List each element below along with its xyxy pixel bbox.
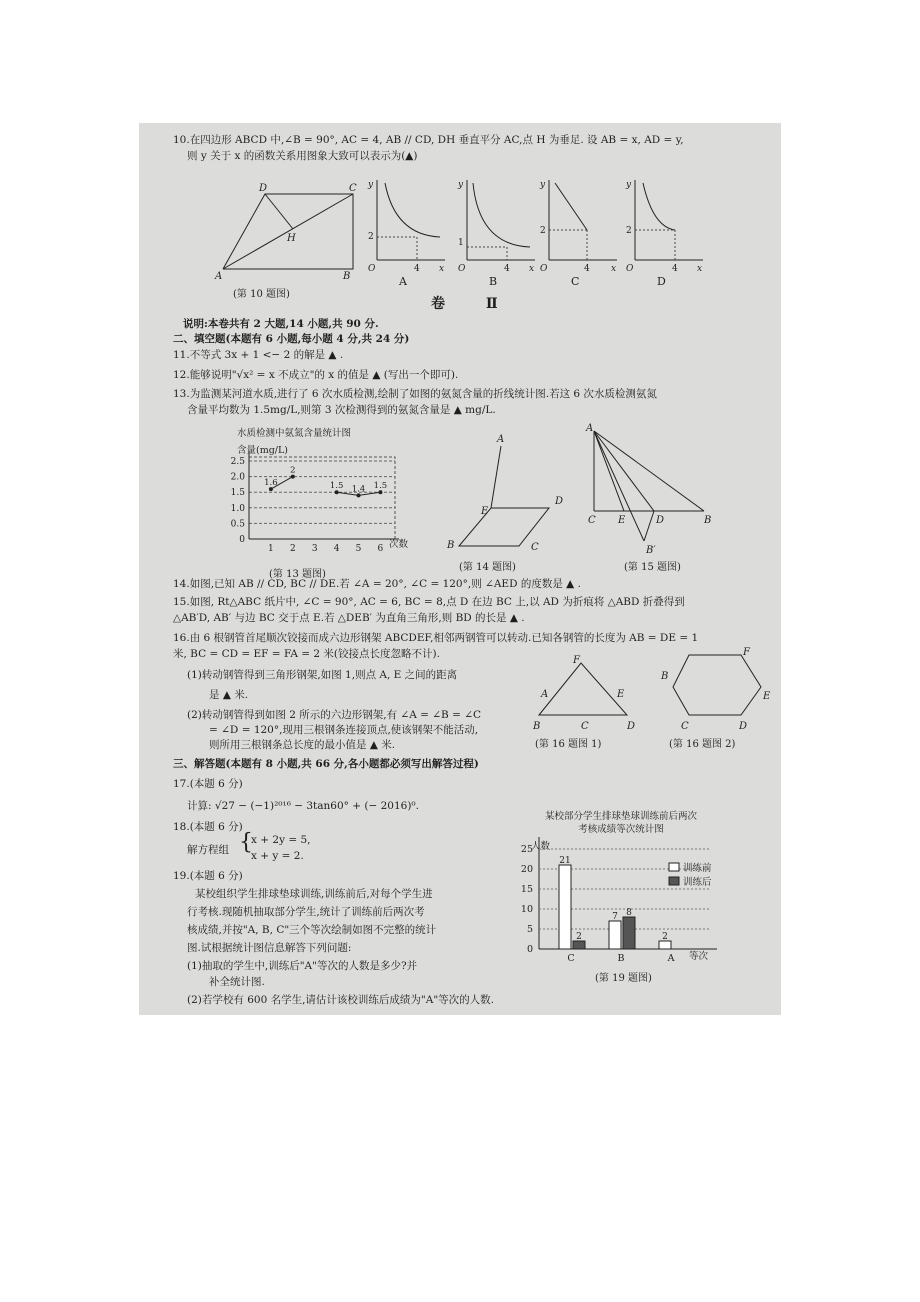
q19-legend-label: 训练前 <box>683 863 712 874</box>
q13-xtick-label: 1 <box>268 544 274 554</box>
svg-text:O: O <box>368 264 376 274</box>
svg-text:A: A <box>497 434 505 445</box>
svg-text:x: x <box>439 264 445 274</box>
svg-text:y: y <box>540 180 546 190</box>
q15-line1: 15.如图, Rt△ABC 纸片中, ∠C = 90°, AC = 6, BC = 8,点 D 在边 BC 上,以 AD 为折痕将 △ABD 折叠得到 <box>173 596 685 608</box>
exam-paper <box>139 123 781 1015</box>
q13-ytick-label: 2.5 <box>230 457 245 467</box>
q10-option-a-graph <box>365 175 447 287</box>
svg-text:2: 2 <box>540 226 546 236</box>
svg-text:C: C <box>588 515 596 526</box>
q10-option-a-letter: A <box>399 275 407 288</box>
svg-text:1: 1 <box>458 238 464 248</box>
q13-ytick-label: 2.0 <box>230 472 245 483</box>
q19-l1: 某校组织学生排球垫球训练,训练前后,对每个学生进 <box>195 888 433 900</box>
q19-category-label: C <box>567 953 575 964</box>
q19-part1a: (1)抽取的学生中,训练后"A"等次的人数是多少?并 <box>187 960 418 972</box>
q18-eq1: x + 2y = 5, <box>251 834 311 846</box>
svg-text:E: E <box>618 515 626 526</box>
svg-text:O: O <box>626 264 634 274</box>
q19-legend-swatch <box>669 877 679 885</box>
q10-label-a: A <box>215 271 223 282</box>
svg-text:B: B <box>447 540 455 551</box>
q10-quadrilateral-figure <box>213 179 357 300</box>
q19-bar <box>659 941 671 949</box>
q19-ytick-label: 5 <box>526 924 533 935</box>
q19-l2: 行考核.现随机抽取部分学生,统计了训练前后两次考 <box>187 906 425 918</box>
q16-fig2-caption: (第 16 题图 2) <box>669 739 736 750</box>
q10-line2: 则 y 关于 x 的函数关系用图象大致可以表示为(▲) <box>187 150 418 162</box>
q19-chart-title <box>545 810 698 835</box>
q19-l4: 图.试根据统计图信息解答下列问题: <box>187 942 352 954</box>
q10-label-b: B <box>343 271 351 282</box>
svg-text:F: F <box>743 647 750 658</box>
q10-option-c-graph <box>537 175 619 287</box>
svg-text:C: C <box>681 721 689 732</box>
svg-text:F: F <box>573 655 580 666</box>
q19-bar <box>559 865 571 949</box>
q15-caption: (第 15 题图) <box>624 562 681 573</box>
q10-option-b-letter: B <box>489 275 498 288</box>
svg-text:E: E <box>763 691 771 702</box>
q10-option-d-letter: D <box>657 275 666 288</box>
q19-category-label: A <box>667 953 675 964</box>
q19-chart-xlabel: 等次 <box>689 951 709 962</box>
q10-caption: (第 10 题图) <box>233 289 290 300</box>
svg-text:4: 4 <box>672 264 678 274</box>
q17-body: 计算: √27 − (−1)²⁰¹⁶ − 3tan60° + (− 2016)⁰. <box>187 800 419 812</box>
q19-bar-label: 7 <box>612 912 618 922</box>
section3-header: 三、解答题(本题有 8 小题,共 66 分,各小题都必须写出解答过程) <box>173 758 479 770</box>
q13-xtick-label: 2 <box>289 544 296 554</box>
svg-text:B: B <box>661 671 669 682</box>
q10-option-c-letter: C <box>571 275 580 288</box>
q19-ytick-label: 0 <box>526 944 533 955</box>
q19-ytick-label: 20 <box>520 864 533 875</box>
q18-head: 18.(本题 6 分) <box>173 821 243 833</box>
q13-line2: 含量平均数为 1.5mg/L,则第 3 次检测得到的氨氮含量是 ▲ mg/L. <box>187 404 496 416</box>
q19-title-line1: 某校部分学生排球垫球训练前后两次 <box>544 811 698 822</box>
q12: 12.能够说明"√x² = x 不成立"的 x 的值是 ▲ (写出一个即可). <box>173 369 459 381</box>
q14-figure <box>439 428 579 573</box>
svg-text:C: C <box>531 542 539 553</box>
q19-bar-label: 2 <box>662 932 668 942</box>
svg-text:x: x <box>611 264 617 274</box>
q10-line1: 10.在四边形 ABCD 中,∠B = 90°, AC = 4, AB // CD, DH 垂直平分 AC,点 H 为垂足. 设 AB = x, AD = y, <box>173 134 684 146</box>
svg-text:D: D <box>555 496 564 507</box>
svg-text:B: B <box>704 515 712 526</box>
svg-text:D: D <box>627 721 636 732</box>
svg-text:D: D <box>739 721 748 732</box>
q19-bar <box>609 921 621 949</box>
q16-part2b: = ∠D = 120°,现用三根钢条连接顶点,使该钢架不能活动, <box>209 724 479 736</box>
svg-text:D: D <box>656 515 665 526</box>
svg-text:x: x <box>697 264 703 274</box>
q16-part2c: 则所用三根钢条总长度的最小值是 ▲ 米. <box>209 739 396 751</box>
q14-caption: (第 14 题图) <box>459 562 516 573</box>
svg-text:E: E <box>481 506 489 517</box>
section2-note: 说明:本卷共有 2 大题,14 小题,共 90 分. <box>183 318 379 330</box>
q19-part1b: 补全统计图. <box>209 976 265 988</box>
q16-figure1 <box>529 653 649 753</box>
q19-l3: 核成绩,并按"A, B, C"三个等次绘制如图不完整的统计 <box>187 924 437 936</box>
q13-ytick-label: 0 <box>239 535 245 545</box>
q13-ytick-label: 1.0 <box>230 503 245 514</box>
svg-text:O: O <box>540 264 548 274</box>
q15-figure <box>584 423 734 575</box>
svg-text:C: C <box>581 721 589 732</box>
q19-head: 19.(本题 6 分) <box>173 870 243 882</box>
q19-legend-label: 训练后 <box>683 877 712 888</box>
q13-chart-xlabel: 次数 <box>389 539 409 550</box>
q14-text: 14.如图,已知 AB // CD, BC // DE.若 ∠A = 20°, ∠C = 120°,则 ∠AED 的度数是 ▲ . <box>173 578 581 590</box>
svg-text:y: y <box>458 180 464 190</box>
q13-chart-frame <box>249 457 395 539</box>
q16-figure2 <box>659 643 777 753</box>
q16-part2a: (2)转动钢管得到如图 2 所示的六边形钢架,有 ∠A = ∠B = ∠C <box>187 709 482 721</box>
q19-category-label: B <box>617 953 625 964</box>
q19-chart-ylabel: 人数 <box>531 841 551 852</box>
svg-text:x: x <box>529 264 535 274</box>
q16-fig1-caption: (第 16 题图 1) <box>535 739 602 750</box>
svg-text:4: 4 <box>504 264 510 274</box>
q19-title-line2: 考核成绩等次统计图 <box>578 824 664 835</box>
q16-line2: 米, BC = CD = EF = FA = 2 米(铰接点长度忽略不计). <box>173 648 440 660</box>
q18-body: 解方程组 <box>187 844 229 856</box>
svg-text:4: 4 <box>414 264 420 274</box>
q10-label-c: C <box>349 183 357 194</box>
q18-eq2: x + y = 2. <box>251 850 304 862</box>
q10-label-d: D <box>259 183 268 194</box>
q13-chart-ylabel: 含量(mg/L) <box>237 445 289 456</box>
section2-title: 卷 Ⅱ <box>431 296 516 312</box>
svg-text:y: y <box>626 180 632 190</box>
svg-text:2: 2 <box>626 226 632 236</box>
svg-text:A: A <box>541 689 549 700</box>
fill-blank-header: 二、填空题(本题有 6 小题,每小题 4 分,共 24 分) <box>173 333 410 345</box>
svg-text:y: y <box>368 180 374 190</box>
svg-text:4: 4 <box>584 264 590 274</box>
q16-part1b: 是 ▲ 米. <box>209 689 249 701</box>
q13-ytick-label: 1.5 <box>230 488 245 499</box>
q13-point-label: 1.4 <box>351 484 366 495</box>
svg-text:2: 2 <box>368 232 374 242</box>
q15-line2: △AB′D, AB′ 与边 BC 交于点 E.若 △DEB′ 为直角三角形,则 BD 的长是 ▲ . <box>173 612 525 624</box>
q19-legend-swatch <box>669 863 679 871</box>
q19-ytick-label: 15 <box>520 884 533 895</box>
svg-text:O: O <box>458 264 466 274</box>
q13-xtick-label: 6 <box>377 544 384 554</box>
q19-bar-label: 21 <box>559 856 571 866</box>
q13-xtick-label: 5 <box>355 544 362 554</box>
svg-text:A: A <box>586 423 594 434</box>
q13-ytick-label: 0.5 <box>230 519 245 530</box>
q19-ytick-label: 10 <box>520 904 533 915</box>
q17-head: 17.(本题 6 分) <box>173 778 243 790</box>
q11: 11.不等式 3x + 1 <− 2 的解是 ▲ . <box>173 349 344 361</box>
q13-point-label: 2 <box>290 465 296 476</box>
q10-option-d-graph <box>623 175 705 287</box>
q19-bar-label: 8 <box>626 908 632 918</box>
q13-point-label: 1.5 <box>329 481 344 492</box>
q13-chart-title: 水质检测中氨氮含量统计图 <box>237 428 352 439</box>
q19-ytick-label: 25 <box>520 844 533 855</box>
q13-line-chart <box>219 423 419 583</box>
q13-caption: (第 13 题图) <box>269 569 326 580</box>
q19-bar <box>623 917 635 949</box>
q13-line1: 13.为监测某河道水质,进行了 6 次水质检测,绘制了如图的氨氮含量的折线统计图.若这 6 次水质检测氨氮 <box>173 388 657 400</box>
svg-text:E: E <box>617 689 625 700</box>
q19-bar <box>573 941 585 949</box>
q10-label-h: H <box>287 233 296 244</box>
q13-point-label: 1.5 <box>373 481 388 492</box>
q16-line1: 16.由 6 根钢管首尾顺次铰接而成六边形钢架 ABCDEF,相邻两钢管可以转动.已知各钢管的长度为 AB = DE = 1 <box>173 632 699 644</box>
svg-text:B: B <box>533 721 541 732</box>
q13-xtick-label: 3 <box>311 544 318 554</box>
q19-bar-label: 2 <box>576 932 582 942</box>
q19-part2: (2)若学校有 600 名学生,请估计该校训练后成绩为"A"等次的人数. <box>187 994 495 1006</box>
q10-option-b-graph <box>455 175 537 287</box>
svg-text:B′: B′ <box>646 545 656 556</box>
q19-bar-chart <box>509 807 739 985</box>
q13-xtick-label: 4 <box>333 544 340 554</box>
q18-brace: { <box>239 830 253 855</box>
q16-part1a: (1)转动钢管得到三角形钢架,如图 1,则点 A, E 之间的距离 <box>187 669 458 681</box>
q19-caption: (第 19 题图) <box>595 973 652 984</box>
q13-point-label: 1.6 <box>264 478 278 489</box>
